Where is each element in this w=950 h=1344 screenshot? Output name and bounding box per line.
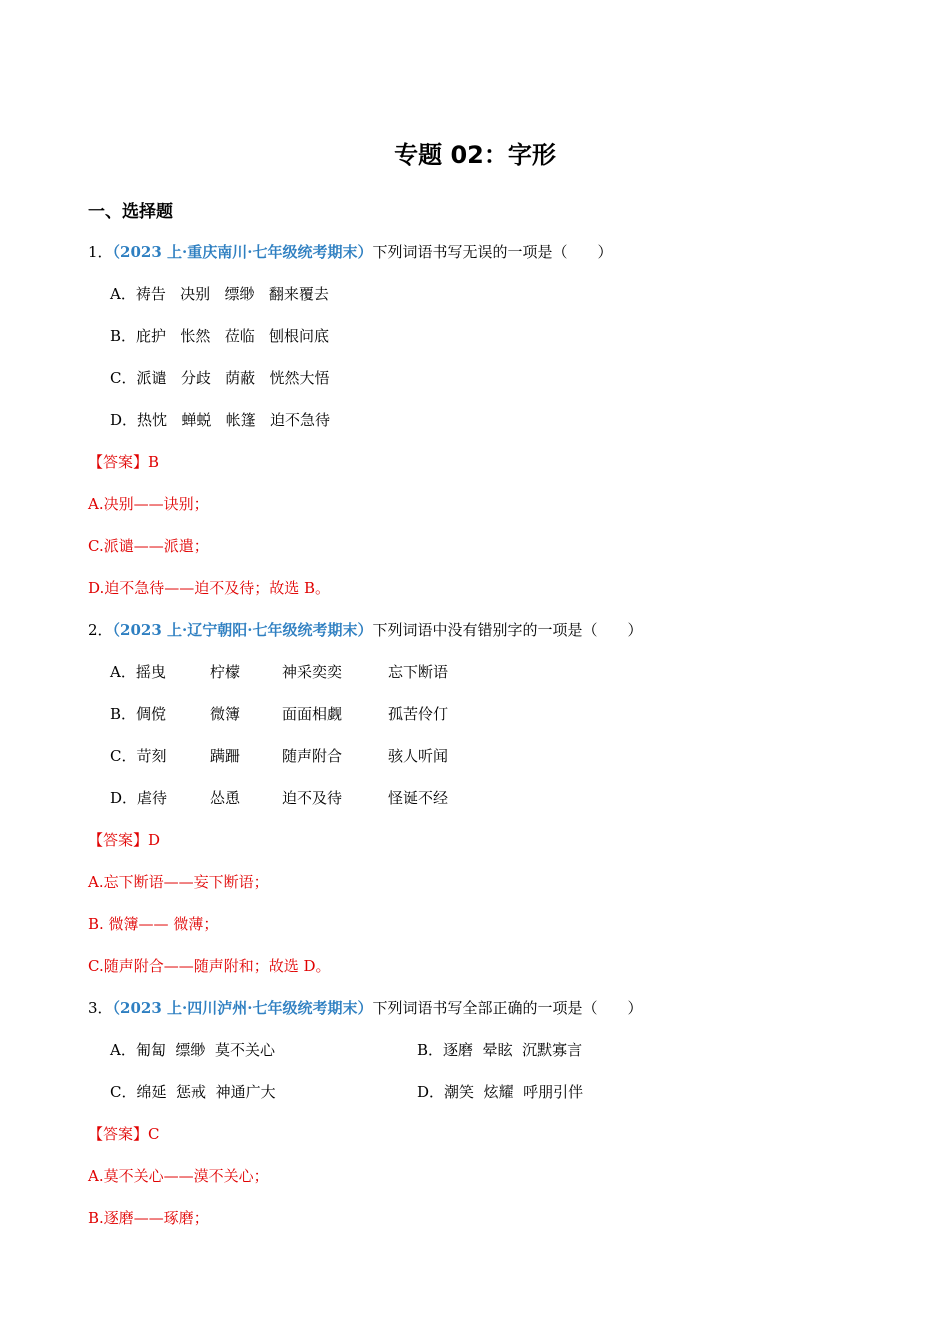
question-number: 3． bbox=[88, 999, 113, 1017]
q1-explanation: C.派谴——派遣； bbox=[88, 537, 209, 555]
q2-option-b: B．倜傥 bbox=[110, 705, 167, 723]
q3-explanation: B.逐磨——琢磨； bbox=[88, 1209, 209, 1227]
q1-option-d: D．热忱 蝉蜕 帐篷 迫不急待 bbox=[110, 411, 331, 429]
q2-option-b-word: 孤苦伶仃 bbox=[388, 705, 449, 723]
q3-explanation: A.莫不关心——漠不关心； bbox=[88, 1167, 269, 1185]
q2-option-a-word: 神采奕奕 bbox=[282, 663, 343, 681]
section-heading: 一、选择题 bbox=[88, 202, 173, 222]
q2-option-d-word: 迫不及待 bbox=[282, 789, 343, 807]
page-title: 专题 02：字形 bbox=[394, 141, 556, 169]
question-3 bbox=[88, 997, 642, 1018]
q1-answer: 【答案】B bbox=[88, 453, 160, 471]
q3-option-d: D．潮笑 炫耀 呼朋引伴 bbox=[417, 1083, 584, 1101]
q3-option-b: B．逐磨 晕眩 沉默寡言 bbox=[417, 1041, 583, 1059]
q2-option-d-word: 怂恿 bbox=[210, 789, 241, 807]
question-source: （2023 上·重庆南川·七年级统考期末） bbox=[112, 243, 373, 261]
q3-option-a: A．匍匐 缥缈 莫不关心 bbox=[110, 1041, 275, 1059]
q1-option-b: B．庇护 怅然 莅临 刨根问底 bbox=[110, 327, 330, 345]
q1-option-a: A．祷告 决别 缥缈 翻来覆去 bbox=[110, 285, 329, 303]
q2-explanation: C.随声附合——随声附和；故选 D。 bbox=[88, 957, 331, 975]
question-stem: 下列词语书写无误的一项是（ ） bbox=[372, 243, 613, 261]
q2-option-d: D．虐待 bbox=[110, 789, 168, 807]
question-1 bbox=[88, 241, 612, 262]
q2-option-d-word: 怪诞不经 bbox=[388, 789, 449, 807]
q2-option-a-word: 忘下断语 bbox=[388, 663, 449, 681]
q2-option-c-word: 骇人听闻 bbox=[388, 747, 449, 765]
q2-option-c-word: 蹒跚 bbox=[210, 747, 241, 765]
question-stem: 下列词语书写全部正确的一项是（ ） bbox=[372, 999, 643, 1017]
question-source: （2023 上·四川泸州·七年级统考期末） bbox=[112, 999, 373, 1017]
question-source: （2023 上·辽宁朝阳·七年级统考期末） bbox=[112, 621, 373, 639]
q2-option-c: C．苛刻 bbox=[110, 747, 167, 765]
question-2 bbox=[88, 619, 642, 640]
q2-option-c-word: 随声附合 bbox=[282, 747, 343, 765]
q2-explanation: A.忘下断语——妄下断语； bbox=[88, 873, 269, 891]
q2-option-b-word: 微簿 bbox=[210, 705, 241, 723]
q3-option-c: C．绵延 惩戒 神通广大 bbox=[110, 1083, 276, 1101]
q1-explanation: A.决别——诀别； bbox=[88, 495, 209, 513]
q2-option-a-word: 柠檬 bbox=[210, 663, 241, 681]
q2-answer: 【答案】D bbox=[88, 831, 161, 849]
q2-explanation: B. 微簿—— 微薄； bbox=[88, 915, 219, 933]
q1-option-c: C．派谴 分歧 荫蔽 恍然大悟 bbox=[110, 369, 330, 387]
q1-explanation: D.迫不急待——迫不及待；故选 B。 bbox=[88, 579, 331, 597]
question-number: 2． bbox=[88, 621, 113, 639]
question-stem: 下列词语中没有错别字的一项是（ ） bbox=[372, 621, 643, 639]
q3-answer: 【答案】C bbox=[88, 1125, 160, 1143]
question-number: 1． bbox=[88, 243, 113, 261]
q2-option-a: A．摇曳 bbox=[110, 663, 166, 681]
q2-option-b-word: 面面相觑 bbox=[282, 705, 343, 723]
